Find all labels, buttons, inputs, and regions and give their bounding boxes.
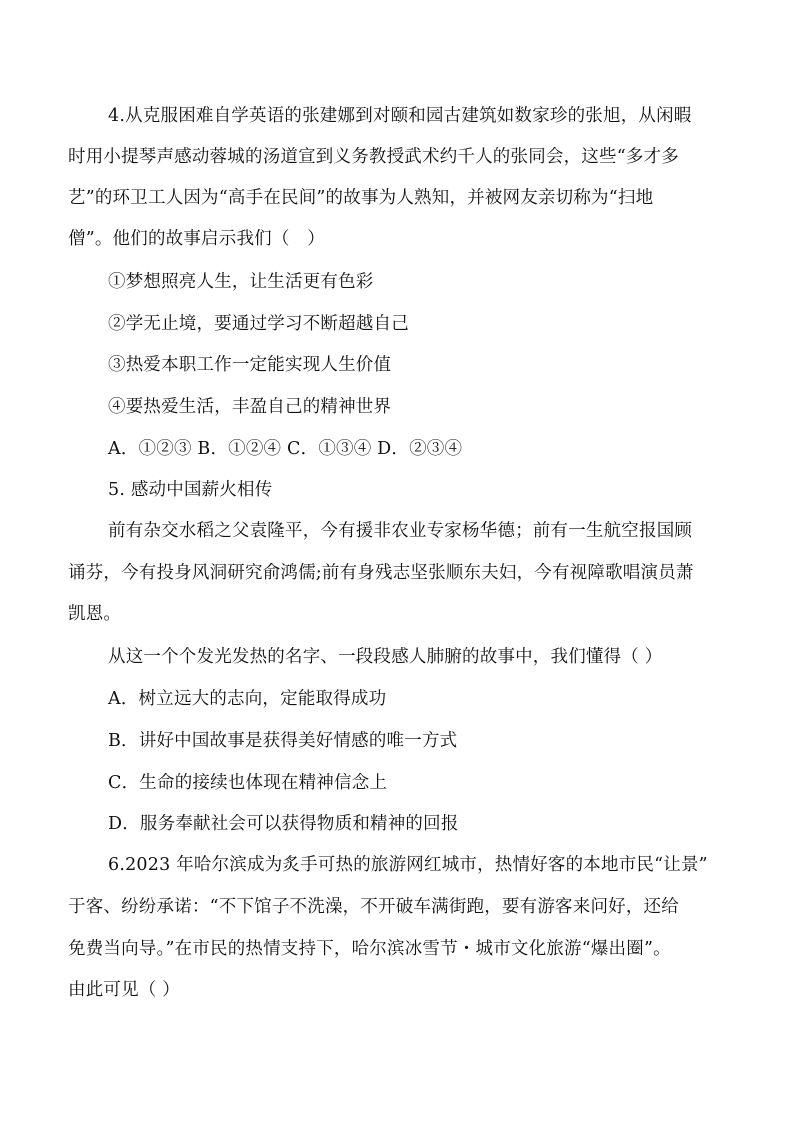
- q6-stem-line-2: 于客、纷纷承诺：“不下馆子不洗澡，不开破车满街跑，要有游客来问好，还给: [68, 897, 679, 917]
- q5-option-c: C．生命的接续也体现在精神信念上: [108, 773, 388, 793]
- q5-passage-line-1: 前有杂交水稻之父袁隆平，今有援非农业专家杨华德；前有一生航空报国顾: [108, 521, 693, 541]
- q4-stem-line-1: 4.从克服困难自学英语的张建娜到对颐和园古建筑如数家珍的张旭，从闲暇: [108, 106, 692, 126]
- q4-statement-1: ①梦想照亮人生，让生活更有色彩: [108, 272, 374, 292]
- q6-stem-line-3: 免费当向导。”在市民的热情支持下，哈尔滨冰雪节・城市文化旅游“爆出圈”。: [68, 939, 671, 959]
- q4-statement-2: ②学无止境，要通过学习不断超越自己: [108, 314, 409, 334]
- q4-stem-line-3: 艺”的环卫工人因为“高手在民间”的故事为人熟知，并被网友亲切称为“扫地: [68, 188, 654, 208]
- q5-title: 5. 感动中国薪火相传: [108, 480, 273, 500]
- q5-passage-line-2: 诵芬，今有投身风洞研究俞鸿儒;前有身残志坚张顺东夫妇，今有视障歌唱演员萧: [68, 563, 694, 583]
- q6-stem-line-4: 由此可见（ ）: [68, 980, 180, 1000]
- q4-options: A．①②③ B．①②④ C．①③④ D．②③④: [108, 439, 463, 459]
- q4-statement-4: ④要热爱生活，丰盈自己的精神世界: [108, 397, 392, 417]
- q5-question: 从这一个个发光发热的名字、一段段感人肺腑的故事中，我们懂得（ ）: [108, 647, 663, 667]
- q4-statement-3: ③热爱本职工作一定能实现人生价值: [108, 355, 392, 375]
- q4-stem-line-2: 时用小提琴声感动蓉城的汤道宣到义务教授武术约千人的张同会，这些“多才多: [68, 147, 679, 167]
- q5-option-d: D．服务奉献社会可以获得物质和精神的回报: [108, 814, 459, 834]
- q5-option-a: A．树立远大的志向，定能取得成功: [108, 689, 387, 709]
- q4-stem-line-4: 僧”。他们的故事启示我们（ ）: [68, 229, 325, 249]
- q5-passage-line-3: 凯恩。: [68, 604, 122, 624]
- q6-stem-line-1: 6.2023 年哈尔滨成为炙手可热的旅游网红城市，热情好客的本地市民“让景”: [108, 855, 708, 875]
- q5-option-b: B．讲好中国故事是获得美好情感的唯一方式: [108, 731, 458, 751]
